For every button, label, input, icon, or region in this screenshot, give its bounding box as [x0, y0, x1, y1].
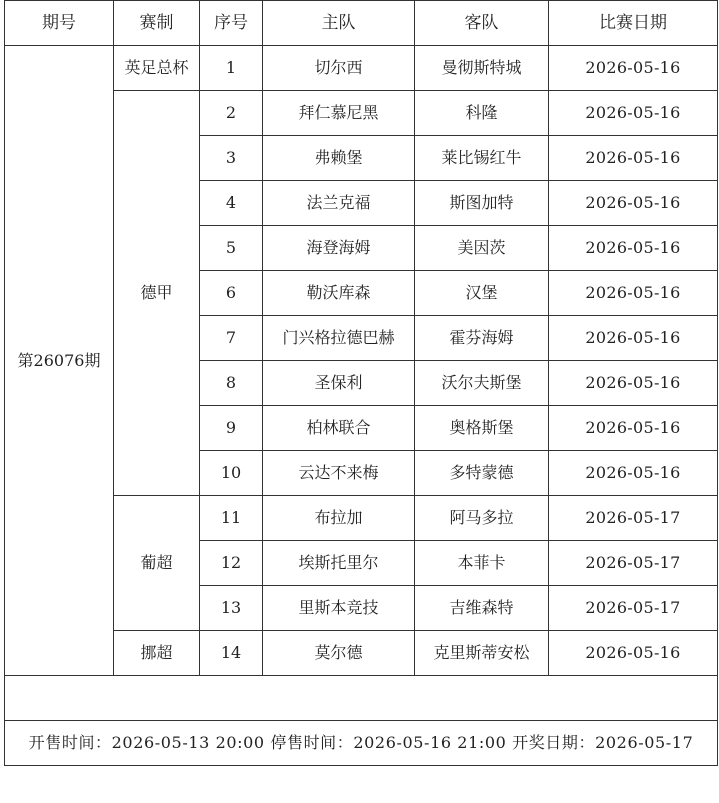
match-number-cell: 3 — [200, 136, 263, 181]
match-number-cell: 6 — [200, 271, 263, 316]
match-date-cell: 2026-05-16 — [549, 136, 718, 181]
match-date-cell: 2026-05-16 — [549, 46, 718, 91]
match-date-cell: 2026-05-16 — [549, 406, 718, 451]
home-team-cell: 门兴格拉德巴赫 — [263, 316, 415, 361]
away-team-cell: 本菲卡 — [415, 541, 549, 586]
match-schedule-table — [4, 0, 718, 766]
header-home-team: 主队 — [263, 1, 415, 46]
home-team-cell: 莫尔德 — [263, 631, 415, 676]
header-match-date: 比赛日期 — [549, 1, 718, 46]
match-date-cell: 2026-05-16 — [549, 91, 718, 136]
home-team-cell: 拜仁慕尼黑 — [263, 91, 415, 136]
header-row — [5, 1, 718, 46]
home-team-cell: 柏林联合 — [263, 406, 415, 451]
match-date-cell: 2026-05-17 — [549, 586, 718, 631]
match-number-cell: 14 — [200, 631, 263, 676]
issue-cell: 第26076期 — [5, 46, 114, 676]
away-team-cell: 多特蒙德 — [415, 451, 549, 496]
home-team-cell: 海登海姆 — [263, 226, 415, 271]
match-date-cell: 2026-05-17 — [549, 541, 718, 586]
home-team-cell: 里斯本竞技 — [263, 586, 415, 631]
away-team-cell: 沃尔夫斯堡 — [415, 361, 549, 406]
match-number-cell: 1 — [200, 46, 263, 91]
away-team-cell: 莱比锡红牛 — [415, 136, 549, 181]
away-team-cell: 汉堡 — [415, 271, 549, 316]
match-number-cell: 12 — [200, 541, 263, 586]
match-number-cell: 5 — [200, 226, 263, 271]
match-number-cell: 4 — [200, 181, 263, 226]
home-team-cell: 埃斯托里尔 — [263, 541, 415, 586]
match-number-cell: 7 — [200, 316, 263, 361]
match-date-cell: 2026-05-16 — [549, 181, 718, 226]
away-team-cell: 阿马多拉 — [415, 496, 549, 541]
away-team-cell: 克里斯蒂安松 — [415, 631, 549, 676]
home-team-cell: 圣保利 — [263, 361, 415, 406]
home-team-cell: 云达不来梅 — [263, 451, 415, 496]
match-number-cell: 13 — [200, 586, 263, 631]
away-team-cell: 斯图加特 — [415, 181, 549, 226]
spacer-row — [5, 676, 718, 721]
match-date-cell: 2026-05-16 — [549, 226, 718, 271]
match-number-cell: 8 — [200, 361, 263, 406]
match-number-cell: 11 — [200, 496, 263, 541]
home-team-cell: 弗赖堡 — [263, 136, 415, 181]
league-cell: 挪超 — [114, 631, 200, 676]
league-cell: 葡超 — [114, 496, 200, 631]
sales-info-text: 开售时间：2026-05-13 20:00 停售时间：2026-05-16 21:00 开奖日期：2026-05-17 — [5, 721, 718, 766]
home-team-cell: 法兰克福 — [263, 181, 415, 226]
away-team-cell: 霍芬海姆 — [415, 316, 549, 361]
away-team-cell: 吉维森特 — [415, 586, 549, 631]
match-date-cell: 2026-05-17 — [549, 496, 718, 541]
match-number-cell: 2 — [200, 91, 263, 136]
away-team-cell: 曼彻斯特城 — [415, 46, 549, 91]
match-date-cell: 2026-05-16 — [549, 451, 718, 496]
home-team-cell: 切尔西 — [263, 46, 415, 91]
table-row — [5, 46, 718, 91]
away-team-cell: 科隆 — [415, 91, 549, 136]
header-league: 赛制 — [114, 1, 200, 46]
match-number-cell: 9 — [200, 406, 263, 451]
match-date-cell: 2026-05-16 — [549, 316, 718, 361]
match-number-cell: 10 — [200, 451, 263, 496]
match-date-cell: 2026-05-16 — [549, 631, 718, 676]
home-team-cell: 勒沃库森 — [263, 271, 415, 316]
away-team-cell: 美因茨 — [415, 226, 549, 271]
home-team-cell: 布拉加 — [263, 496, 415, 541]
away-team-cell: 奥格斯堡 — [415, 406, 549, 451]
header-issue: 期号 — [5, 1, 114, 46]
footer-row — [5, 721, 718, 766]
league-cell: 德甲 — [114, 91, 200, 496]
match-date-cell: 2026-05-16 — [549, 271, 718, 316]
header-number: 序号 — [200, 1, 263, 46]
league-cell: 英足总杯 — [114, 46, 200, 91]
header-away-team: 客队 — [415, 1, 549, 46]
match-date-cell: 2026-05-16 — [549, 361, 718, 406]
spacer-cell — [5, 676, 718, 721]
